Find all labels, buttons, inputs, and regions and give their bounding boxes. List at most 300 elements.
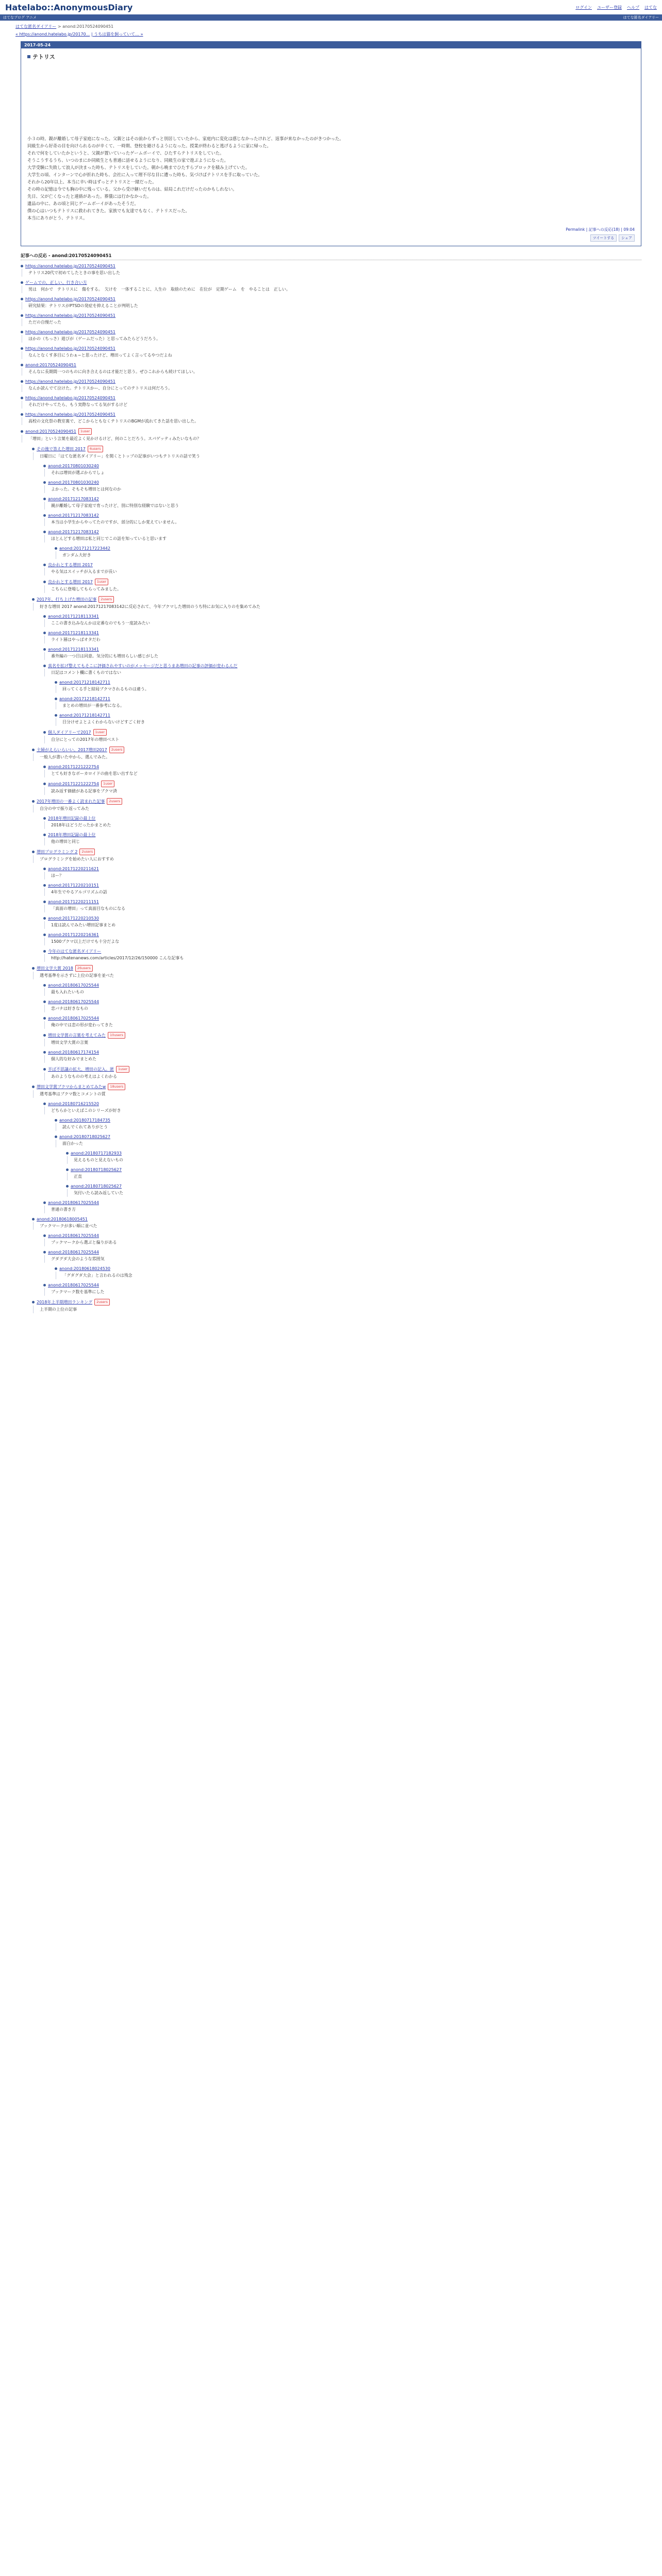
reaction-body: 自分にとっての2017年の増田ベスト — [44, 736, 641, 743]
reaction-link[interactable]: 半ば不思議の拡大、増田の記入。匿 — [48, 1067, 114, 1072]
reaction-body: 親が離婚して母子家庭で育ったけど、別に特別な経験ではないと思う — [44, 502, 641, 510]
reaction-item — [32, 965, 641, 979]
bullet-icon — [43, 1034, 46, 1037]
bullet-icon — [43, 884, 46, 887]
bullet-icon — [43, 1001, 46, 1003]
bullet-icon — [43, 1284, 46, 1286]
subbar-right[interactable]: はてな匿名ダイアリー — [623, 15, 659, 20]
reaction-link[interactable]: anond:20180617025544 — [48, 1250, 99, 1255]
reaction-body: 一般人が書いた中から、選んでみた。 — [33, 753, 641, 761]
reaction-item — [21, 379, 641, 392]
reaction-link[interactable]: anond:20180618005451 — [37, 1217, 88, 1222]
bookmark-count-badge[interactable]: 2users — [98, 596, 114, 603]
tweet-button[interactable]: ツイートする — [590, 234, 617, 242]
reaction-body: 2018年はどうだったかまとめた — [44, 821, 641, 829]
reaction-link[interactable]: anond:20171218142711 — [59, 713, 110, 718]
bullet-icon — [43, 531, 46, 533]
bullet-icon — [43, 632, 46, 634]
reaction-link[interactable]: anond:20180617025544 — [48, 1200, 99, 1205]
bullet-icon — [43, 868, 46, 870]
reaction-head — [21, 280, 641, 285]
reaction-head — [43, 1032, 641, 1039]
reaction-link[interactable]: 個人ダイアリーで2017 — [48, 730, 91, 735]
bullet-icon — [55, 698, 57, 700]
nav-login-link[interactable]: ログイン — [575, 5, 592, 10]
top-nav — [575, 5, 657, 10]
reaction-body: テトリス20代で初めてしたときの事を思い出した — [22, 269, 641, 277]
reaction-link[interactable]: anond:20180717182933 — [71, 1151, 122, 1156]
reaction-item — [43, 1032, 641, 1046]
reaction-link[interactable]: https://anond.hatelabo.jp/20170524090451 — [25, 297, 116, 301]
reaction-link[interactable]: anond:20171221222754 — [48, 765, 99, 769]
reaction-item — [43, 883, 641, 896]
reaction-body: 高校の文化祭の教室裏で、どこからともなくテトリスのBGMが流れてきた話を思い出した。 — [22, 417, 641, 425]
reaction-link[interactable]: 2017年、打ち上げた増田の記事 — [37, 597, 97, 602]
reaction-link[interactable]: 2017年増田の一番よく読まれた記事 — [37, 799, 105, 804]
reaction-head — [43, 866, 641, 872]
reaction-head — [32, 1216, 641, 1222]
bullet-icon — [43, 498, 46, 500]
reaction-body: 正直 — [67, 1173, 641, 1180]
reaction-link[interactable]: anond:20171220210151 — [48, 883, 99, 888]
reaction-head — [43, 529, 641, 535]
entry-paragraph: それから20年以上、本当に辛い時はずっとテトリスと一緒だった。 — [27, 179, 157, 184]
bullet-icon — [21, 331, 23, 333]
reaction-link[interactable]: 2018年増田記録の最上位 — [48, 833, 96, 837]
reaction-body: 気付いたら読み返していた — [67, 1189, 641, 1197]
reaction-body: こちらに登場してもらってみました。 — [44, 585, 641, 593]
reaction-link[interactable]: 増田文学大賞 2018 — [37, 966, 73, 971]
reaction-item — [43, 1233, 641, 1246]
bullet-icon — [43, 514, 46, 517]
reaction-item — [66, 1150, 641, 1164]
reaction-item — [21, 412, 641, 425]
bullet-icon — [32, 598, 35, 601]
reaction-item — [21, 313, 641, 326]
reaction-item — [32, 596, 641, 611]
reaction-item — [55, 1134, 641, 1147]
reaction-body: 目分けせよとよくわからないけどすごく好き — [56, 718, 641, 726]
bullet-icon — [21, 430, 23, 433]
reaction-item — [55, 680, 641, 693]
reaction-item — [32, 798, 641, 812]
reaction-link[interactable]: https://anond.hatelabo.jp/20170524090451 — [25, 412, 116, 417]
reaction-link[interactable]: 増田文学賞の言葉を考えてみた — [48, 1033, 106, 1038]
reaction-link[interactable]: https://anond.hatelabo.jp/20170524090451 — [25, 330, 116, 334]
entry-title-row — [21, 48, 641, 63]
reaction-item — [21, 296, 641, 310]
reaction-item — [66, 1167, 641, 1180]
entry-paragraph: 遺品の中に、あの頃と同じゲームボーイがあったそうだ。 — [27, 201, 139, 206]
bullet-icon — [43, 1051, 46, 1054]
reaction-body: プログラミングを始めたい人におすすめ — [33, 855, 641, 863]
reaction-link[interactable]: anond:20180717184735 — [59, 1118, 110, 1123]
reaction-link[interactable]: anond:20171220210530 — [48, 916, 99, 921]
reaction-link[interactable]: anond:20180617025544 — [48, 1283, 99, 1287]
bullet-icon — [21, 413, 23, 416]
reaction-link[interactable]: anond:20171218113341 — [48, 614, 99, 619]
reaction-item — [21, 428, 641, 443]
reaction-link[interactable]: anond:20180617174154 — [48, 1050, 99, 1055]
reaction-link[interactable]: anond:20171221222754 — [48, 782, 99, 786]
entry-paragraph: それで何をしていたかというと、父親が置いていったゲームボーイで、ひたすらテトリスをしていた。 — [27, 150, 224, 156]
reaction-link[interactable]: anond:20171220216361 — [48, 933, 99, 937]
reaction-body: 普通の書き方 — [44, 1206, 641, 1213]
reaction-link[interactable]: anond:20170524090451 — [25, 429, 76, 434]
reaction-link[interactable]: anond:20171217083142 — [48, 497, 99, 501]
reaction-item — [32, 849, 641, 863]
reaction-item — [43, 899, 641, 912]
entry-paragraph: 僕の心はいつもテトリスに救われてきた。家族でも友達でもなく、テトリスだった。 — [27, 208, 190, 213]
reaction-link[interactable]: anond:20171217083142 — [48, 530, 99, 534]
reaction-link[interactable]: https://anond.hatelabo.jp/20170524090451 — [25, 379, 116, 384]
bookmark-count-badge[interactable]: 1user — [78, 428, 92, 435]
breadcrumb — [0, 21, 662, 30]
entry-paragraph: 小３の時。親が離婚して母子家庭になった。父親とはその前からずっと別居していたから、家庭内に変化は感じなかったけれど、返事が来なかったのがきつかった。 — [27, 136, 344, 141]
reaction-item — [43, 562, 641, 575]
reaction-body: それは増田が選ぶからでしょ — [44, 469, 641, 477]
reaction-body: 「真面の増田」って真面目なものになる — [44, 905, 641, 912]
reaction-body: ただの自慢だった — [22, 318, 641, 326]
reaction-head — [43, 1233, 641, 1239]
reaction-item — [43, 579, 641, 593]
reaction-head — [55, 546, 641, 551]
reaction-link[interactable]: 2018年増田記録の最上位 — [48, 816, 96, 821]
reaction-head — [43, 764, 641, 770]
reaction-head — [43, 513, 641, 518]
reaction-body: ほかの（ちっさ）遊びが（ゲームだった）と思ってみたらどうだろう。 — [22, 335, 641, 343]
reaction-item — [43, 1049, 641, 1063]
reaction-head — [43, 982, 641, 988]
reaction-head — [43, 663, 641, 669]
reaction-body: 1500ブクマ以上だけでも十分だよな — [44, 938, 641, 945]
bullet-icon — [43, 615, 46, 618]
reaction-body: なんとなくす多目にうわぁ~と思ったけど、増田ってよく言ってるやつだよね — [22, 351, 641, 359]
reaction-link[interactable]: 良かれとする増田 2017 — [48, 580, 93, 584]
reaction-head — [21, 379, 641, 384]
reaction-body: ここの書き込みなんかは定番なのでもう一度読みたい — [44, 619, 641, 627]
bookmark-count-badge[interactable]: 26users — [75, 965, 93, 972]
reaction-head — [43, 932, 641, 938]
bullet-icon — [43, 1234, 46, 1237]
reaction-link[interactable]: anond:20171217223442 — [59, 546, 110, 551]
entry — [21, 41, 641, 246]
reaction-head — [32, 446, 641, 452]
reaction-body: ほー？ — [44, 872, 641, 879]
reaction-body: 選考基準を示さずに上位の記事を並べた — [33, 972, 641, 979]
bullet-icon — [43, 783, 46, 785]
reaction-item — [43, 1249, 641, 1263]
reaction-body: まとめの増田が一番参考になる。 — [56, 702, 641, 709]
reaction-head — [43, 496, 641, 502]
reaction-item — [55, 546, 641, 559]
reaction-item — [43, 463, 641, 477]
reaction-body: 読んでくれてありがとう — [56, 1123, 641, 1131]
reaction-link[interactable]: https://anond.hatelabo.jp/20170524090451 — [25, 264, 116, 268]
reaction-item — [32, 1216, 641, 1230]
bullet-icon — [21, 380, 23, 383]
bullet-icon — [43, 901, 46, 903]
bookmark-count-badge[interactable]: 6users — [88, 446, 103, 452]
reaction-item — [43, 1101, 641, 1114]
bullet-icon — [32, 749, 35, 751]
reaction-body: とても好きなボーカロイドの曲を思い出すなど — [44, 770, 641, 777]
bullet-icon — [21, 298, 23, 300]
reaction-body: 好きな増田 2017 anond:20171217083142に反応されて、今年ブクマした増田のうち特にお気に入りのを集めてみた — [33, 603, 641, 611]
reaction-link[interactable]: anond:20180617025544 — [48, 1233, 99, 1238]
reaction-link[interactable]: ゲームでの、正しい、行き合い方 — [25, 280, 87, 285]
prev-entry-link[interactable]: « https://anond.hatelabo.jp/20170... — [15, 32, 90, 37]
reaction-link[interactable]: https://anond.hatelabo.jp/20170524090451 — [25, 313, 116, 318]
reaction-body: ライト層はやっぱオタだわ — [44, 636, 641, 643]
reaction-item — [43, 729, 641, 743]
reaction-head — [21, 346, 641, 351]
reaction-link[interactable]: anond:20171218142711 — [59, 697, 110, 701]
reaction-item — [55, 1117, 641, 1131]
reaction-item — [43, 764, 641, 777]
entry-paragraph: 本当にありがとう、テトリス。 — [27, 215, 88, 221]
site-logo[interactable]: Hatelabo::AnonymousDiary — [5, 2, 133, 12]
reaction-body: 選考基準はブクマ数とコメントの質 — [33, 1090, 641, 1098]
reaction-head — [43, 614, 641, 619]
bullet-icon — [43, 766, 46, 768]
reaction-link[interactable]: anond:20180617025544 — [48, 999, 99, 1004]
bullet-icon — [55, 1136, 57, 1138]
reaction-link[interactable]: https://anond.hatelabo.jp/20170524090451 — [25, 396, 116, 400]
reaction-head — [43, 816, 641, 821]
entry-paragraph: 先日、父が亡くなったと連絡があった。葬儀には行かなかった。 — [27, 194, 152, 199]
reaction-body: ブックマークが多い順に並べた — [33, 1222, 641, 1230]
bookmark-count-badge[interactable]: 1user — [95, 579, 108, 585]
reaction-link[interactable]: anond:20171218142711 — [59, 680, 110, 685]
reaction-head — [21, 395, 641, 401]
reaction-item — [43, 1015, 641, 1029]
reaction-item — [43, 513, 641, 526]
reaction-link[interactable]: anond:20171217083142 — [48, 513, 99, 518]
reaction-body: 回ってくる手と結局ブクマされるものは違う。 — [56, 685, 641, 693]
share-bar — [21, 233, 641, 246]
reaction-link[interactable]: https://anond.hatelabo.jp/20170524090451 — [25, 346, 116, 351]
bullet-icon — [43, 465, 46, 467]
reaction-head — [21, 428, 641, 435]
reaction-head — [43, 562, 641, 568]
reaction-item — [66, 1183, 641, 1197]
reaction-body: http://hatenanews.com/articles/2017/12/26/150000 こんな記事も — [44, 954, 641, 962]
reaction-head — [55, 1117, 641, 1123]
reaction-body: あのようなものの考えはよくわかる — [44, 1073, 641, 1080]
reaction-head — [32, 965, 641, 972]
reaction-item — [43, 932, 641, 945]
bullet-icon — [55, 547, 57, 550]
reaction-item — [21, 263, 641, 277]
reaction-head — [43, 1101, 641, 1107]
reaction-head — [43, 1200, 641, 1206]
reaction-body: 俺の中では恋の形が変わってきた — [44, 1021, 641, 1029]
reaction-head — [43, 999, 641, 1005]
subbar-left[interactable]: はてなブログ アニメ — [3, 15, 37, 20]
breadcrumb-home-link[interactable]: はてな匿名ダイアリー — [15, 24, 57, 29]
reaction-body: 他の増田と同じ — [44, 838, 641, 845]
reaction-body: 見えるものと見えないもの — [67, 1156, 641, 1164]
reaction-body: 日曜日に「はてな匿名ダイアリー」を開くとトップの記事がいつもテトリスの話で笑う — [33, 452, 641, 460]
reaction-head — [43, 1049, 641, 1055]
reaction-head — [66, 1183, 641, 1189]
reaction-item — [43, 480, 641, 493]
reaction-link[interactable]: 良かれとする増田 2017 — [48, 563, 93, 567]
bullet-icon — [21, 347, 23, 350]
reaction-link[interactable]: 主婦がえらいらいい。2017増田2017 — [37, 748, 107, 752]
reaction-item — [43, 982, 641, 996]
nav-help-link[interactable]: ヘルプ — [627, 5, 639, 10]
bullet-icon — [32, 851, 35, 853]
reaction-link[interactable]: anond:20170801030240 — [48, 480, 99, 485]
reaction-body: 4年生でやるアルゴリズムの話 — [44, 888, 641, 896]
reaction-body: ほとんどする増田は私と同じでこの話を知っていると思います — [44, 535, 641, 543]
reaction-link[interactable]: 増田プログラミング 2 — [37, 850, 78, 854]
reaction-body: 上半期の上位の記事 — [33, 1306, 641, 1313]
reaction-link[interactable]: anond:20180718025627 — [71, 1167, 122, 1172]
bullet-icon — [55, 1267, 57, 1270]
reaction-head — [43, 781, 641, 787]
share-button[interactable]: シェア — [619, 234, 635, 242]
reaction-link[interactable]: anond:20180716215520 — [48, 1101, 99, 1106]
reaction-head — [55, 713, 641, 718]
bookmark-count-badge[interactable]: 1user — [116, 1066, 129, 1073]
reaction-head — [21, 362, 641, 368]
bullet-icon — [43, 731, 46, 734]
reaction-body: 番外編の一つ目は同意。気分的にも増田らしい感じがした — [44, 652, 641, 660]
title-square-icon — [27, 55, 30, 58]
reaction-head — [66, 1150, 641, 1156]
reaction-body: 日記はコメント欄に書くものではない — [44, 669, 641, 676]
reaction-item — [43, 999, 641, 1012]
bullet-icon — [55, 681, 57, 684]
bullet-icon — [43, 1251, 46, 1253]
next-entry-link[interactable]: | うちは猫を飼っていて… » — [91, 32, 143, 37]
reaction-item — [43, 816, 641, 829]
reaction-head — [43, 916, 641, 921]
bookmark-count-badge[interactable]: 2users — [79, 849, 95, 855]
reaction-link[interactable]: anond:20171220211621 — [48, 867, 99, 871]
reaction-body: 個人的な好みでまとめた — [44, 1055, 641, 1063]
reaction-head — [21, 329, 641, 335]
reaction-body: ブックマーク数を基準にした — [44, 1288, 641, 1296]
reaction-head — [32, 798, 641, 805]
top-bar — [0, 0, 662, 14]
reaction-link[interactable]: anond:20180617025544 — [48, 1016, 99, 1021]
reaction-item — [43, 496, 641, 510]
bookmark-count-badge[interactable]: 2users — [94, 1299, 110, 1306]
reaction-link[interactable]: anond:20180718025627 — [59, 1134, 110, 1139]
breadcrumb-current: anond:20170524090451 — [62, 24, 114, 29]
reaction-head — [43, 899, 641, 905]
reaction-item — [55, 1266, 641, 1279]
bullet-icon — [43, 481, 46, 484]
bullet-icon — [32, 448, 35, 450]
reaction-item — [43, 529, 641, 543]
bookmark-count-badge[interactable]: 2users — [107, 798, 122, 805]
reaction-link[interactable]: 2018年上半期増田ランキング — [37, 1300, 93, 1304]
reaction-link[interactable]: anond:20180617025544 — [48, 983, 99, 988]
reaction-item — [43, 663, 641, 676]
reaction-body: 読み返す価値がある記事をブクマ済 — [44, 787, 641, 795]
reaction-body: 面白かった — [56, 1140, 641, 1147]
reaction-item — [32, 747, 641, 761]
bookmark-count-badge[interactable]: 10users — [108, 1032, 125, 1039]
reaction-link[interactable]: anond:20180718025627 — [71, 1184, 122, 1189]
reaction-head — [43, 1249, 641, 1255]
nav-register-link[interactable]: ユーザー登録 — [597, 5, 622, 10]
reaction-item — [55, 713, 641, 726]
nav-hatena-link[interactable]: はてな — [644, 5, 657, 10]
bullet-icon — [43, 1103, 46, 1105]
entry-title[interactable]: テトリス — [32, 54, 55, 60]
reaction-link[interactable]: 真名を拡げ整えてもそこに評価されやすいのがメッセージだと思うまあ増田の記事の評価が変わるんだ — [48, 664, 238, 668]
reaction-body: 1度は読んでみたい増田記事まとめ — [44, 921, 641, 929]
bookmark-count-badge[interactable]: 2users — [109, 747, 125, 753]
reaction-head — [43, 832, 641, 838]
reaction-body: やる気はスイッチが入るまでが長い — [44, 568, 641, 575]
reaction-head — [21, 313, 641, 318]
bullet-icon — [32, 800, 35, 803]
reaction-head — [21, 296, 641, 302]
reaction-link[interactable]: anond:20170801030240 — [48, 464, 99, 468]
reaction-item — [43, 916, 641, 929]
reaction-head — [43, 1066, 641, 1073]
bullet-icon — [66, 1185, 69, 1188]
bookmark-count-badge[interactable]: 1user — [93, 729, 107, 736]
reaction-link[interactable]: 増田文学賞ブクマからまとめてみたw — [37, 1084, 106, 1089]
reaction-link[interactable]: anond:20171220211151 — [48, 900, 99, 904]
reaction-link[interactable]: その後で答えた増田 2017 — [37, 447, 86, 451]
reaction-item — [43, 948, 641, 962]
reaction-link[interactable]: anond:20180618024530 — [59, 1266, 110, 1271]
reaction-head — [21, 263, 641, 269]
reaction-body: そんなに長期間一つのものに向き合えるのは才能だと思う。ぜひこれからも続けてほしい。 — [22, 368, 641, 376]
entry-date: 2017-05-24 — [21, 42, 641, 48]
bullet-icon — [43, 984, 46, 987]
reaction-head — [43, 630, 641, 636]
reaction-body: なんか読んでて泣けた。テトリスかー、自分にとってのテトリスは何だろう。 — [22, 384, 641, 392]
bookmark-count-badge[interactable]: 1user — [101, 781, 114, 787]
reaction-link[interactable]: 今年のはてな匿名ダイアリー — [48, 949, 102, 954]
reaction-body: 最も入れたいもの — [44, 988, 641, 996]
bullet-icon — [32, 1218, 35, 1221]
entry-footer[interactable]: Permalink | 記事への反応(18) | 09:04 — [566, 227, 635, 232]
bullet-icon — [43, 648, 46, 651]
reaction-link[interactable]: anond:20170524090451 — [25, 363, 76, 367]
reaction-link[interactable]: anond:20171218113341 — [48, 631, 99, 635]
entry-paragraph: 同級生から好奇の目を向けられるのが辛くて、一時期、登校を避けるようになった。授業が終わると逃げるように家に帰った。 — [27, 143, 271, 148]
bullet-icon — [43, 934, 46, 936]
reaction-item — [43, 832, 641, 845]
entry-paragraph: そうこうするうち、いつのまにか同級生とも普通に話せるようになり、同級生の家で遊ぶようになった。 — [27, 158, 228, 163]
breadcrumb-sep: > — [57, 24, 61, 29]
reaction-item — [43, 647, 641, 660]
reaction-body: 「グダグダ大会」と言われるのは残念 — [56, 1272, 641, 1279]
reaction-body: どちらかといえばこのシリーズが好き — [44, 1107, 641, 1114]
reaction-body: 「増田」という言葉を最近よく見かけるけど、何のことだろう。スパゲッティみたいなもの？ — [22, 435, 641, 443]
reaction-item — [43, 1200, 641, 1213]
reaction-link[interactable]: anond:20171218113341 — [48, 647, 99, 652]
bullet-icon — [43, 817, 46, 820]
reaction-head — [55, 680, 641, 685]
reaction-head — [66, 1167, 641, 1173]
reaction-head — [43, 729, 641, 736]
bookmark-count-badge[interactable]: 18users — [108, 1083, 125, 1090]
entry-paragraph: 大学生の頃、インターンで心が折れた時も、会社に入って理不尽な目に遭った時も、気づけばテトリスを手に取っていた。 — [27, 172, 262, 177]
bullet-icon — [21, 265, 23, 267]
